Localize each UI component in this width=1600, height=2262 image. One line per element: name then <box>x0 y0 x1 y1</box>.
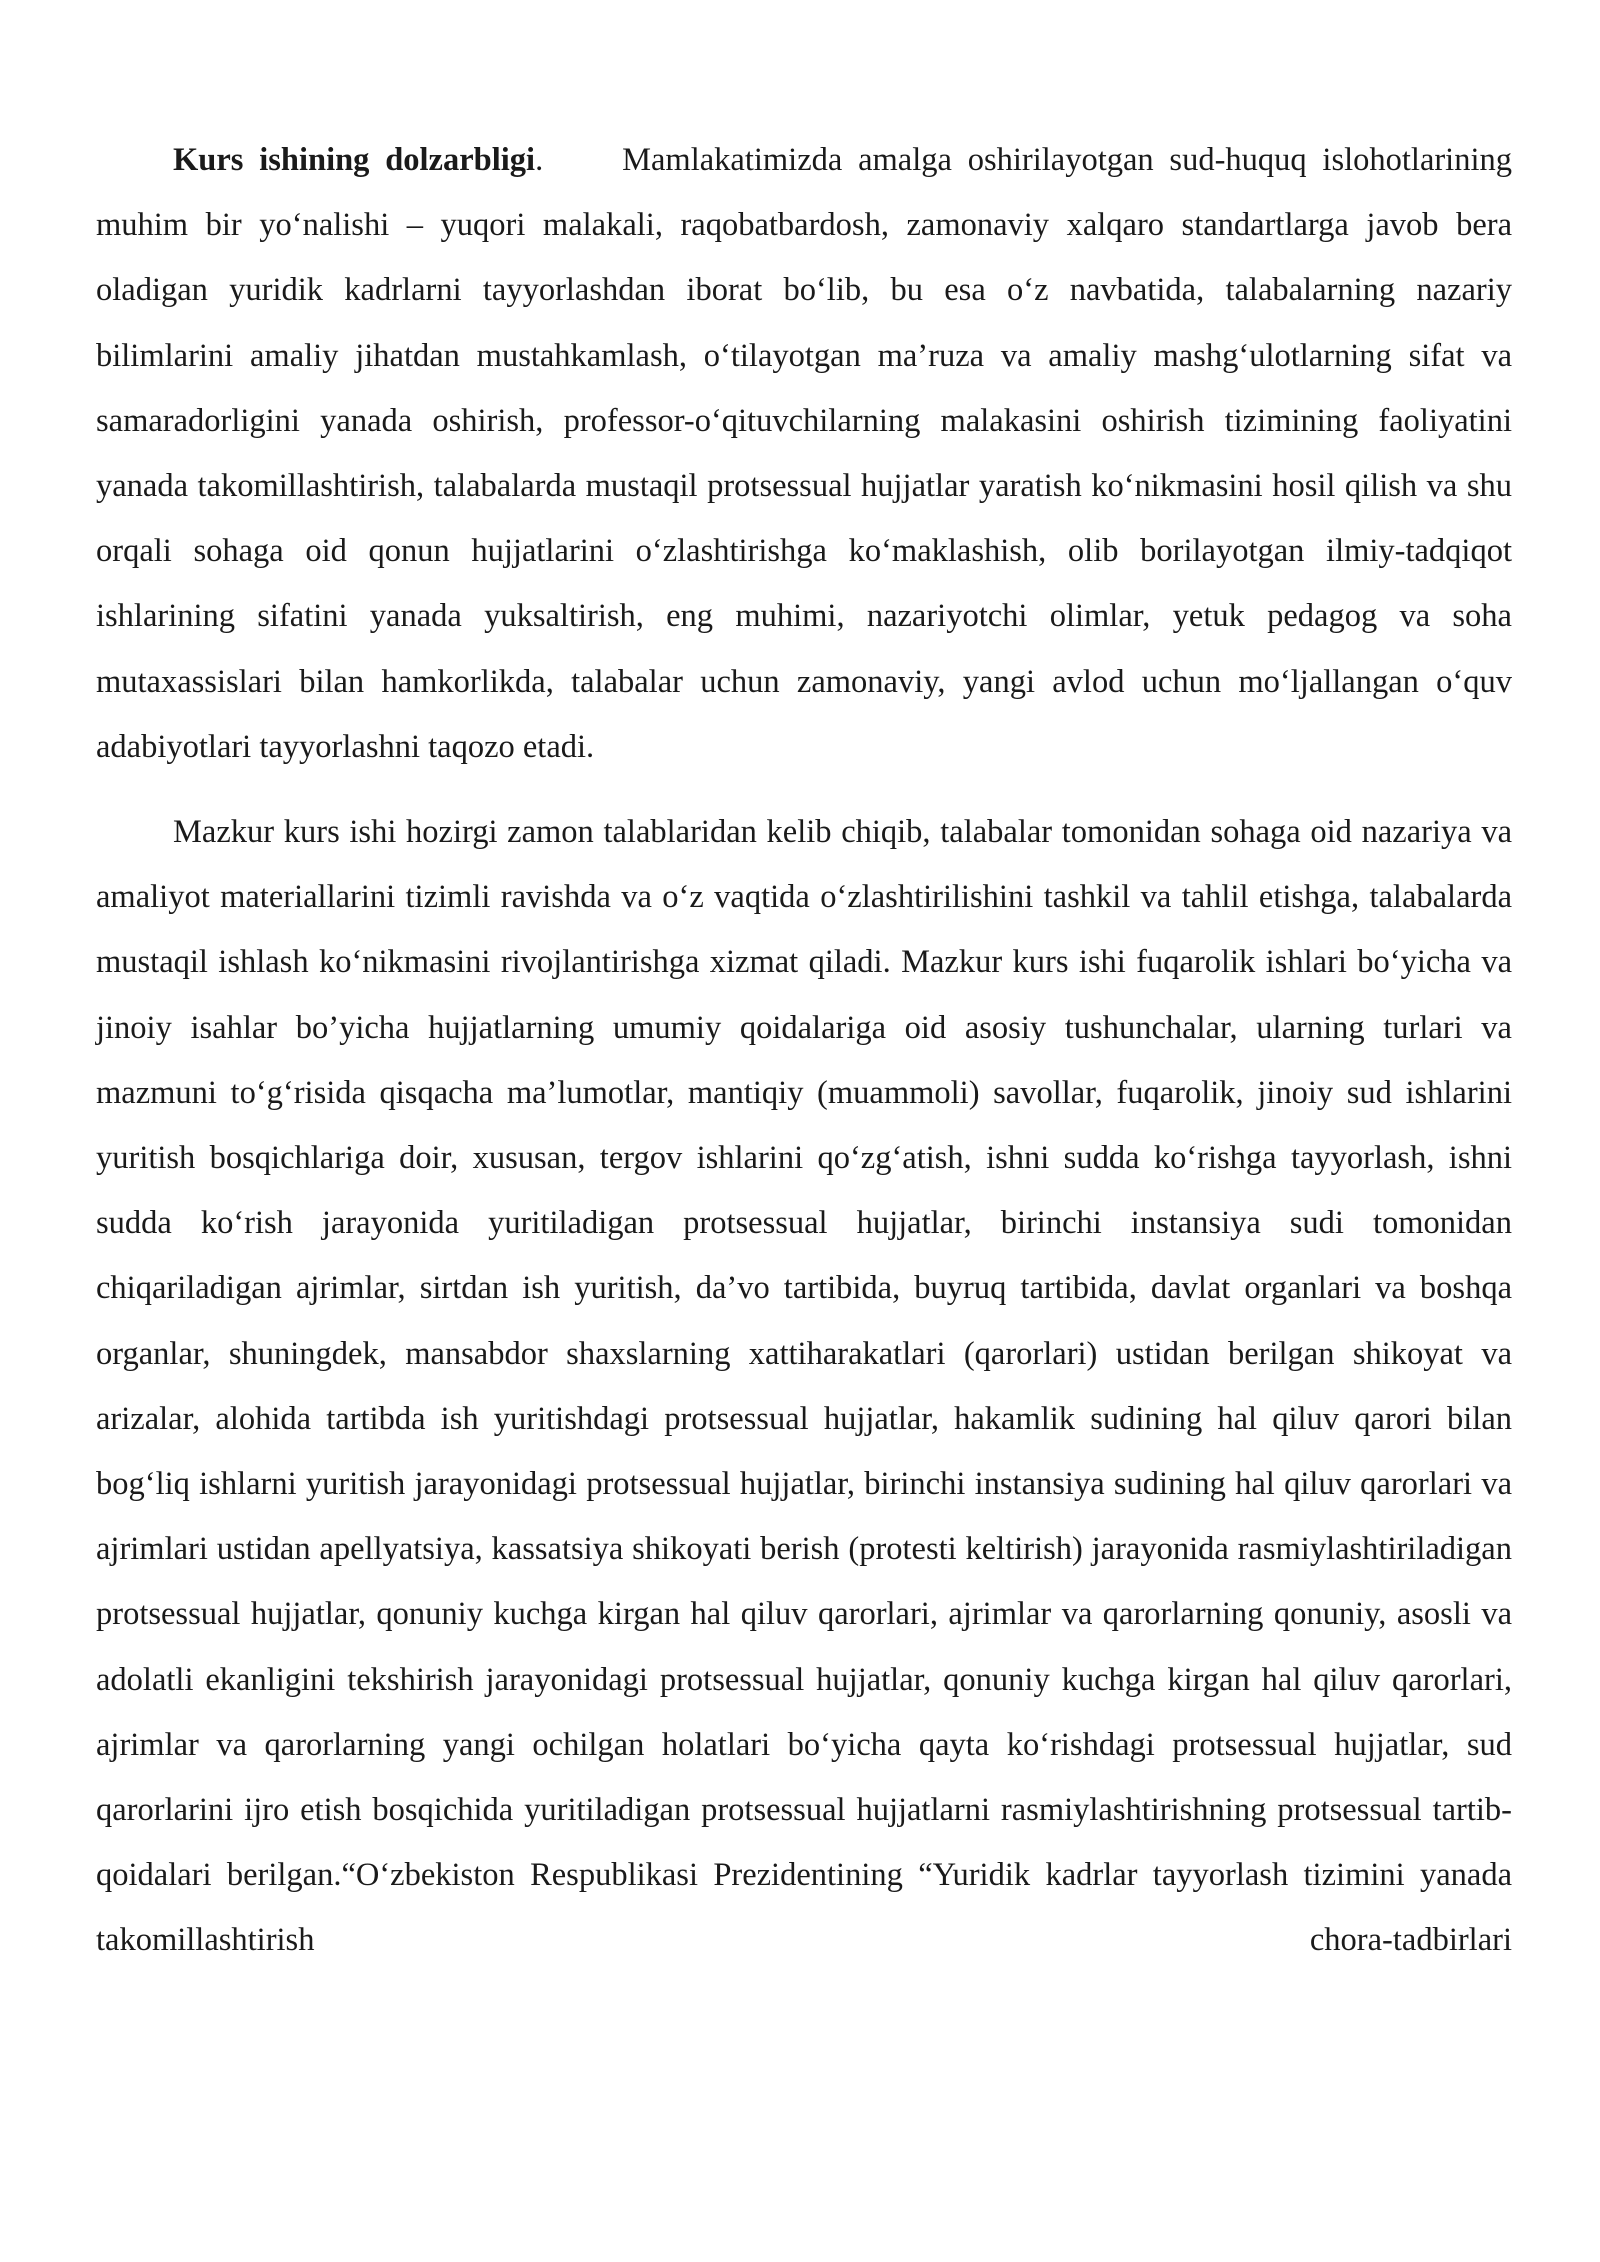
paragraph-1-text: Mamlakatimizda amalga oshirilayotgan sud-huquq islohotlarining muhim bir yo‘nalishi – yuqori malakali, raqobatbardosh, zamonaviy xalqaro standartlarga javob bera oladigan yuridik kadrlarni tayyorlashdan iborat bo‘lib, bu esa o‘z navbatida, talabalarning nazariy bilimlarini amaliy jihatdan mustahkamlash, o‘tilayotgan ma’ruza va amaliy mashg‘ulotlarning sifat va samaradorligini yanada oshirish, professor-o‘qituvchilarning malakasini oshirish tizimining faoliyatini yanada takomillashtirish, talabalarda mustaqil protsessual hujjatlar yaratish ko‘nikmasini hosil qilish va shu orqali sohaga oid qonun hujjatlarini o‘zlashtirishga ko‘maklashish, olib borilayotgan ilmiy-tadqiqot ishlarining sifatini yanada yuksaltirish, eng muhimi, nazariyotchi olimlar, yetuk pedagog va soha mutaxassislari bilan hamkorlikda, talabalar uchun zamonaviy, yangi avlod uchun mo‘ljallangan o‘quv adabiyotlari tayyorlashni taqozo etadi. <box>96 142 1512 765</box>
heading-punctuation: . <box>535 142 544 178</box>
document-page <box>96 128 1512 1974</box>
paragraph-2 <box>96 800 1512 1974</box>
section-heading: Kurs ishining dolzarbligi <box>173 142 536 178</box>
paragraph-relevance <box>96 128 1512 780</box>
paragraph-2-text: Mazkur kurs ishi hozirgi zamon talablaridan kelib chiqib, talabalar tomonidan sohaga oid nazariya va amaliyot materiallarini tizimli ravishda va o‘z vaqtida o‘zlashtirilishini tashkil va tahlil etishga, talabalarda mustaqil ishlash ko‘nikmasini rivojlantirishga xizmat qiladi. Mazkur kurs ishi fuqarolik ishlari bo‘yicha va jinoiy isahlar bo’yicha hujjatlarning umumiy qoidalariga oid asosiy tushunchalar, ularning turlari va mazmuni to‘g‘risida qisqacha ma’lumotlar, mantiqiy (muammoli) savollar, fuqarolik, jinoiy sud ishlarini yuritish bosqichlariga doir, xususan, tergov ishlarini qo‘zg‘atish, ishni sudda ko‘rishga tayyorlash, ishni sudda ko‘rish jarayonida yuritiladigan protsessual hujjatlar, birinchi instansiya sudi tomonidan chiqariladigan ajrimlar, sirtdan ish yuritish, da’vo tartibida, buyruq tartibida, davlat organlari va boshqa organlar, shuningdek, mansabdor shaxslarning xattiharakatlari (qarorlari) ustidan berilgan shikoyat va arizalar, alohida tartibda ish yuritishdagi protsessual hujjatlar, hakamlik sudining hal qiluv qarori bilan bog‘liq ishlarni yuritish jarayonidagi protsessual hujjatlar, birinchi instansiya sudining hal qiluv qarorlari va ajrimlari ustidan apellyatsiya, kassatsiya shikoyati berish (protesti keltirish) jarayonida rasmiylashtiriladigan protsessual hujjatlar, qonuniy kuchga kirgan hal qiluv qarorlari, ajrimlar va qarorlarning qonuniy, asosli va adolatli ekanligini tekshirish jarayonidagi protsessual hujjatlar, qonuniy kuchga kirgan hal qiluv qarorlari, ajrimlar va qarorlarning yangi ochilgan holatlari bo‘yicha qayta ko‘rishdagi protsessual hujjatlar, sud qarorlarini ijro etish bosqichida yuritiladigan protsessual hujjatlarni rasmiylashtirishning protsessual tartib-qoidalari berilgan.“O‘zbekiston Respublikasi Prezidentining “Yuridik kadrlar tayyorlash tizimini yanada takomillashtirish chora-tadbirlari <box>96 814 1512 1959</box>
